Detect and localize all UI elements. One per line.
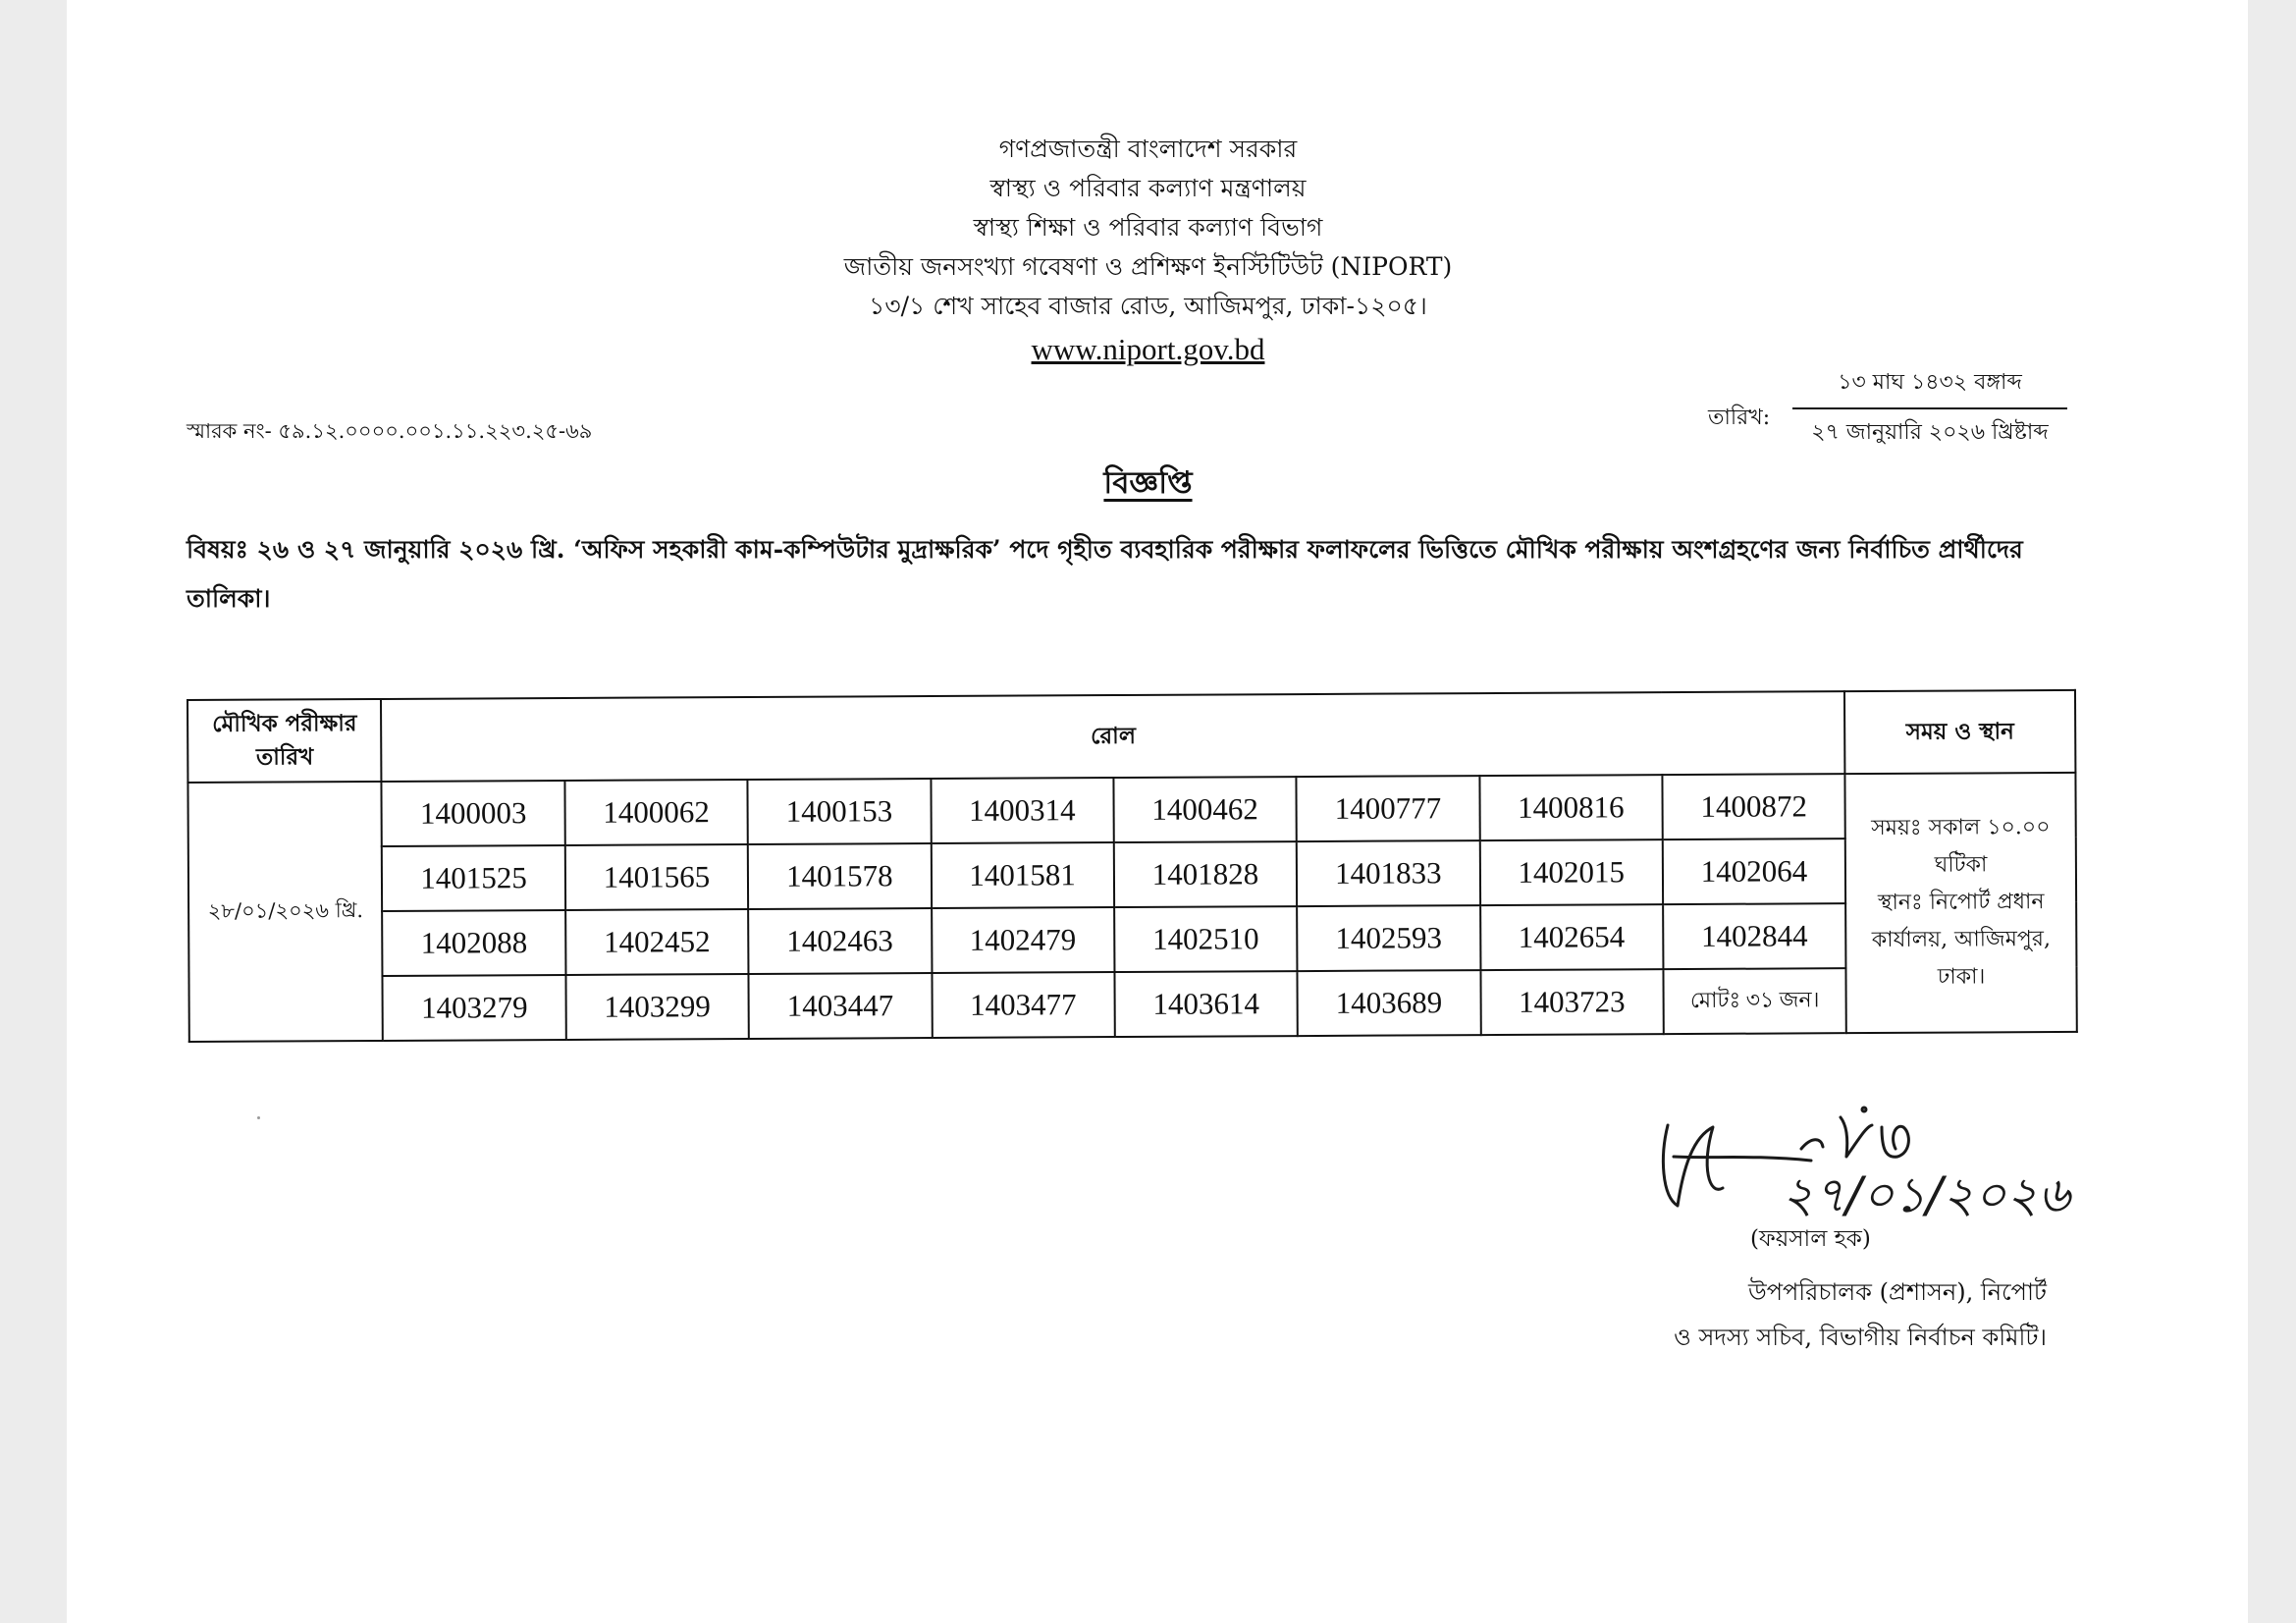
table-row	[188, 902, 2076, 977]
results-table	[187, 689, 2078, 1043]
roll-cell: 1402463	[748, 908, 932, 974]
designation-line-2: ও সদস্য সচিব, বিভাগীয় নির্বাচন কমিটি।	[1674, 1324, 2047, 1351]
table-header-row	[187, 690, 2075, 783]
roll-cell: 1403614	[1114, 971, 1298, 1037]
signature-image	[1654, 1098, 2125, 1225]
exam-date-cell: ২৮/০১/২০২৬ খ্রি.	[187, 782, 383, 1042]
date-bangla: ১৩ মাঘ ১৪৩২ বঙ্গাব্দ	[1792, 365, 2067, 409]
roll-cell: 1402088	[383, 910, 566, 976]
exam-time: সময়ঃ সকাল ১০.০০ ঘটিকা	[1871, 815, 2051, 878]
signature-date: ২৭/০১/২০২৬	[1782, 1166, 2070, 1223]
roll-cell: 1402844	[1663, 903, 1846, 969]
roll-cell: 1400777	[1297, 776, 1480, 841]
time-venue-cell	[1845, 773, 2077, 1033]
header-ministry: স্বাস্থ্য ও পরিবার কল্যাণ মন্ত্রণালয়	[989, 174, 1307, 202]
table-row	[187, 773, 2075, 847]
roll-cell: 1402452	[565, 909, 749, 975]
signatory-designation	[1585, 1270, 2047, 1360]
roll-cell: 1402510	[1114, 906, 1298, 972]
exam-place: স্থানঃ নিপোর্ট প্রধান কার্যালয়, আজিমপুর, ঢাকা।	[1871, 890, 2051, 990]
header-institute: জাতীয় জনসংখ্যা গবেষণা ও প্রশিক্ষণ ইনস্টিটিউট (NIPORT)	[843, 252, 1453, 281]
memo-number: স্মারক নং- ৫৯.১২.০০০০.০০১.১১.২২৩.২৫-৬৯	[187, 419, 593, 443]
table-row	[188, 967, 2076, 1042]
header-roll: রোল	[381, 691, 1844, 782]
roll-cell: 1401565	[565, 844, 749, 910]
header-address: ১৩/১ শেখ সাহেব বাজার রোড, আজিমপুর, ঢাকা-১২০৫।	[869, 292, 1427, 320]
roll-cell: 1400153	[748, 779, 932, 844]
notice-subject: বিষয়ঃ ২৬ ও ২৭ জানুয়ারি ২০২৬ খ্রি. ‘অফিস সহকারী কাম-কম্পিউটার মুদ্রাক্ষরিক’ পদে গৃহীত ব্যবহারিক পরীক্ষার ফলাফলের ভিত্তিতে মৌখিক পরীক্ষায় অংশগ্রহণের জন্য নির্বাচিত প্রার্থীদের তালিকা।	[187, 535, 2023, 613]
total-count-cell: মোটঃ ৩১ জন।	[1663, 968, 1846, 1034]
roll-cell: 1401581	[931, 842, 1114, 908]
date-english: ২৭ জানুয়ারি ২০২৬ খ্রিষ্টাব্দ	[1811, 420, 2049, 445]
roll-cell: 1402015	[1479, 839, 1663, 905]
header-exam-date: মৌখিক পরীক্ষার তারিখ	[187, 699, 382, 783]
designation-line-1: উপপরিচালক (প্রশাসন), নিপোর্ট	[1748, 1278, 2047, 1306]
letterhead	[0, 130, 2296, 371]
date-label: তারিখ:	[1708, 406, 1771, 430]
roll-cell: 1403279	[383, 975, 566, 1041]
date-values	[1792, 365, 2067, 452]
roll-cell: 1400816	[1479, 775, 1663, 840]
roll-cell: 1402479	[932, 907, 1115, 973]
header-time-venue: সময় ও স্থান	[1844, 690, 2075, 774]
roll-cell: 1401578	[748, 843, 932, 909]
roll-cell: 1401828	[1114, 841, 1298, 907]
roll-cell: 1400872	[1662, 774, 1845, 839]
roll-cell: 1400314	[931, 778, 1114, 843]
signatory-name: (ফয়সাল হক)	[1750, 1226, 1871, 1252]
roll-cell: 1403447	[749, 973, 933, 1039]
roll-cell: 1400062	[564, 780, 748, 845]
table-row	[188, 838, 2076, 912]
roll-cell: 1403299	[565, 974, 749, 1040]
roll-cell: 1400003	[382, 781, 565, 846]
roll-cell: 1402654	[1480, 904, 1664, 970]
website-link[interactable]: www.niport.gov.bd	[1031, 332, 1265, 366]
roll-cell: 1403477	[932, 972, 1115, 1038]
header-government: গণপ্রজাতন্ত্রী বাংলাদেশ সরকার	[998, 135, 1298, 163]
scan-speck	[257, 1116, 260, 1119]
roll-cell: 1401525	[382, 845, 565, 911]
notice-title: বিজ্ঞপ্তি	[1103, 465, 1193, 501]
header-division: স্বাস্থ্য শিক্ষা ও পরিবার কল্যাণ বিভাগ	[973, 213, 1323, 242]
roll-cell: 1402064	[1663, 839, 1846, 904]
roll-cell: 1400462	[1113, 777, 1297, 842]
roll-cell: 1401833	[1297, 840, 1480, 906]
roll-cell: 1403723	[1480, 969, 1664, 1035]
roll-cell: 1402593	[1297, 905, 1480, 971]
roll-cell: 1403689	[1298, 970, 1481, 1036]
